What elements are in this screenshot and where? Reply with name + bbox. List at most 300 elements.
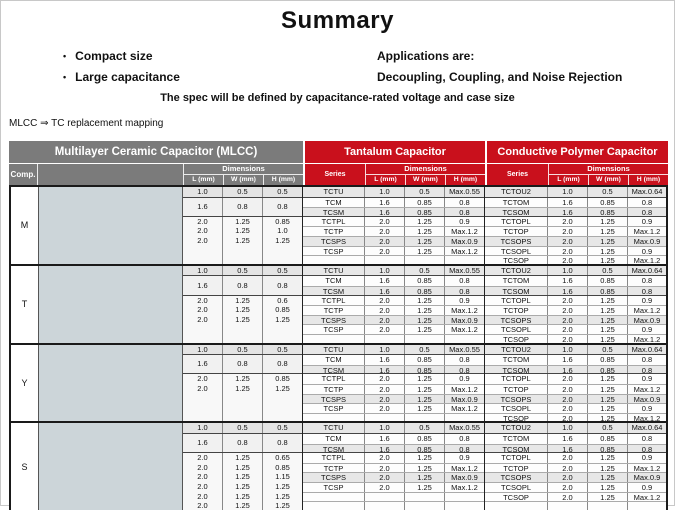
series-cell: TCSPS — [303, 395, 365, 404]
l-cell: 2.0 — [548, 395, 588, 404]
ta-series-row — [303, 345, 484, 355]
h-cell: 0.8 — [641, 433, 653, 443]
applications-heading: Applications are: — [377, 48, 475, 63]
ta-block — [303, 373, 484, 421]
series-cell: TCTOU2 — [485, 345, 548, 355]
l-cell: 1.0 — [365, 187, 405, 197]
applications-text: Decoupling, Coupling, and Noise Rejection — [377, 69, 623, 84]
series-cell: TCSOPS — [485, 316, 548, 325]
series-cell: TCSPS — [303, 473, 365, 482]
cp-series-row — [485, 394, 666, 404]
l-cell: 1.6 — [548, 287, 588, 295]
ta-block — [303, 433, 484, 452]
l-cell: 1.6 — [365, 366, 405, 374]
series-cell: TCTU — [303, 423, 365, 433]
w-cell: 0.85 — [588, 208, 628, 216]
cp-block — [485, 373, 666, 421]
w-cell: 0.5 — [405, 345, 445, 355]
empty-row — [303, 255, 484, 264]
h-cell: Max.1.2 — [451, 325, 478, 334]
dim-value: 0.5 — [237, 265, 248, 275]
l-cell: 2.0 — [365, 404, 405, 413]
h-cell: Max.1.2 — [633, 463, 661, 473]
l-cell: 2.0 — [548, 404, 588, 413]
dim-value: 0.5 — [237, 344, 248, 354]
w-cell — [405, 256, 445, 264]
h-cell: Max.0.64 — [631, 423, 663, 433]
h-mm-header: H (mm) — [445, 175, 485, 185]
h-cell — [445, 256, 484, 264]
mapping-label: MLCC ⇒ TC replacement mapping — [9, 118, 164, 129]
h-cell: Max.1.2 — [451, 384, 478, 394]
series-cell: TCTOPL — [485, 453, 548, 463]
cp-series-row — [485, 384, 666, 394]
mlcc-dim-col — [263, 276, 302, 294]
cp-series-row — [485, 286, 666, 295]
mlcc-dim-col — [223, 198, 263, 216]
w-cell: 1.25 — [588, 464, 628, 473]
cp-series-row — [485, 305, 666, 315]
dimensions-label: Dimensions — [366, 164, 485, 175]
mlcc-dims-block — [183, 345, 302, 355]
page-title: Summary — [281, 7, 394, 34]
l-cell: 2.0 — [548, 217, 588, 227]
dim-value: 0.8 — [237, 359, 248, 369]
comp-column-header: Comp. — [9, 164, 37, 185]
h-cell: Max.1.2 — [451, 227, 478, 236]
ta-series-row — [303, 296, 484, 306]
dim-value: 1.6 — [197, 359, 208, 369]
cp-series-row — [485, 236, 666, 246]
series-cell: TCSP — [303, 325, 365, 334]
series-cell — [303, 256, 365, 264]
dim-value: 1.6 — [197, 438, 208, 448]
dim-value: 1.25 — [235, 472, 250, 482]
w-cell: 0.5 — [405, 187, 445, 197]
cp-block — [485, 295, 666, 343]
bullet-text: Compact size — [75, 48, 153, 63]
l-cell: 2.0 — [548, 227, 588, 236]
ta-series-row — [303, 403, 484, 413]
dim-value: 0.5 — [237, 187, 248, 196]
h-cell: Max.0.55 — [449, 423, 480, 433]
h-cell: 0.8 — [459, 197, 470, 207]
ta-series-row — [303, 246, 484, 256]
dim-value: 0.85 — [275, 462, 290, 472]
l-cell: 2.0 — [548, 237, 588, 246]
cp-series-row — [485, 187, 666, 197]
mlcc-dim-col — [263, 355, 302, 373]
h-cell: Max.0.9 — [633, 236, 661, 246]
series-cell: TCSOM — [485, 208, 548, 216]
polymer-series-header: Series — [485, 164, 548, 185]
ta-series-row — [303, 305, 484, 315]
l-cell — [365, 335, 405, 343]
l-cell: 1.0 — [548, 266, 588, 276]
dim-value: 2.0 — [197, 235, 208, 245]
series-cell: TCSPS — [303, 316, 365, 325]
w-cell: 0.85 — [588, 445, 628, 453]
polymer-series-column — [485, 187, 666, 264]
mlcc-dim-col — [183, 198, 223, 216]
series-cell: TCSOP — [485, 256, 548, 264]
w-cell: 0.85 — [405, 445, 445, 453]
dim-value: 2.0 — [197, 305, 208, 315]
w-cell: 1.25 — [588, 335, 628, 343]
dim-value: 1.25 — [235, 235, 250, 245]
dim-value: 1.6 — [197, 280, 208, 290]
series-cell: TCSOPS — [485, 473, 548, 482]
bullet-icon: • — [63, 71, 67, 82]
ta-series-row — [303, 355, 484, 365]
cp-series-row — [485, 324, 666, 334]
w-cell: 0.5 — [405, 423, 445, 433]
l-cell: 1.0 — [365, 423, 405, 433]
w-cell: 1.25 — [405, 473, 445, 482]
tantalum-series-column — [303, 266, 485, 343]
w-cell: 0.85 — [405, 276, 445, 286]
cp-series-row — [485, 453, 666, 463]
bullet-text: Large capacitance — [75, 69, 180, 84]
series-cell: TCSM — [303, 366, 365, 374]
w-cell: 1.25 — [588, 453, 628, 463]
series-cell: TCSOPL — [485, 404, 548, 413]
l-cell: 1.6 — [365, 355, 405, 365]
h-cell: Max.0.55 — [449, 187, 480, 196]
series-cell: TCTOPL — [485, 217, 548, 227]
dim-value: 1.25 — [235, 314, 250, 324]
mlcc-dim-col — [263, 187, 302, 197]
w-cell: 1.25 — [405, 453, 445, 463]
l-cell: 1.6 — [365, 445, 405, 453]
empty-row — [485, 501, 666, 510]
w-cell: 0.85 — [405, 355, 445, 365]
cp-series-row — [485, 444, 666, 453]
dim-value: 2.0 — [197, 374, 208, 384]
polymer-series-column — [485, 266, 666, 343]
w-cell: 1.25 — [405, 385, 445, 394]
mlcc-dim-col — [183, 296, 223, 343]
mlcc-section-title: Multilayer Ceramic Capacitor (MLCC) — [9, 141, 303, 163]
dim-value: 1.25 — [235, 295, 250, 305]
h-cell: Max.1.2 — [451, 482, 478, 492]
dim-value: 1.25 — [275, 481, 290, 491]
h-cell: Max.1.2 — [633, 334, 661, 343]
w-mm-header: W (mm) — [405, 175, 445, 185]
h-cell: Max.0.64 — [631, 265, 663, 275]
dim-value: 0.8 — [277, 438, 288, 448]
h-cell: Max.0.9 — [451, 315, 478, 325]
dim-value: 0.85 — [275, 216, 290, 226]
ta-series-row — [303, 365, 484, 374]
cp-series-row — [485, 255, 666, 264]
polymer-series-column — [485, 345, 666, 422]
cp-series-row — [485, 482, 666, 492]
h-cell: Max.1.2 — [633, 306, 661, 315]
w-cell: 0.5 — [588, 187, 628, 197]
cp-series-row — [485, 374, 666, 384]
cp-block — [485, 197, 666, 216]
series-cell: TCSOPS — [485, 237, 548, 246]
l-cell: 1.6 — [365, 276, 405, 286]
dimensions-label: Dimensions — [184, 164, 303, 175]
polymer-section-title: Conductive Polymer Capacitor — [485, 141, 668, 163]
w-cell: 1.25 — [588, 404, 628, 413]
w-cell: 0.85 — [588, 198, 628, 208]
l-cell: 2.0 — [548, 306, 588, 315]
l-cell: 2.0 — [548, 483, 588, 492]
h-cell: 0.8 — [459, 355, 470, 365]
l-cell: 1.6 — [548, 434, 588, 444]
l-cell: 1.6 — [365, 287, 405, 295]
cp-series-row — [485, 226, 666, 236]
w-cell: 1.25 — [588, 217, 628, 227]
dim-value: 0.8 — [277, 359, 288, 369]
empty-row — [303, 492, 484, 502]
h-cell: 0.8 — [641, 286, 653, 295]
h-cell: 0.9 — [641, 216, 653, 226]
mlcc-dim-col — [263, 453, 302, 510]
w-cell: 1.25 — [588, 247, 628, 256]
dim-value: 1.0 — [197, 344, 208, 354]
mlcc-dims-block — [183, 187, 302, 197]
series-cell: TCTU — [303, 187, 365, 197]
w-cell: 1.25 — [588, 493, 628, 502]
mlcc-dim-col — [263, 423, 302, 433]
dim-value: 0.5 — [237, 423, 248, 433]
w-cell: 0.85 — [405, 198, 445, 208]
empty-row — [303, 413, 484, 422]
h-cell: Max.0.9 — [633, 394, 661, 404]
w-cell: 0.85 — [405, 366, 445, 374]
mlcc-dim-col — [183, 423, 223, 433]
dim-value: 1.25 — [275, 491, 290, 501]
mlcc-dim-col — [183, 187, 223, 197]
applications-block — [377, 45, 622, 87]
w-cell: 0.85 — [405, 434, 445, 444]
h-cell: 0.8 — [459, 444, 470, 453]
cp-block — [485, 187, 666, 197]
dim-value: 0.8 — [237, 201, 248, 211]
series-cell: TCSM — [303, 287, 365, 295]
mlcc-dims-block — [183, 197, 302, 216]
l-cell: 1.0 — [365, 345, 405, 355]
tantalum-series-header: Series — [303, 164, 365, 185]
l-cell: 2.0 — [365, 325, 405, 334]
mlcc-dim-col — [223, 423, 263, 433]
dim-value: 0.8 — [237, 280, 248, 290]
w-cell: 1.25 — [588, 306, 628, 315]
comp-group-y — [11, 343, 666, 422]
l-cell: 2.0 — [365, 306, 405, 315]
dim-value: 1.25 — [235, 226, 250, 236]
h-cell: Max.0.9 — [633, 473, 661, 482]
l-cell: 2.0 — [548, 316, 588, 325]
chip-image-placeholder — [39, 345, 183, 422]
series-cell: TCTPL — [303, 374, 365, 384]
cp-series-row — [485, 296, 666, 306]
series-cell: TCSPS — [303, 237, 365, 246]
ta-series-row — [303, 482, 484, 492]
h-cell: 0.9 — [641, 295, 653, 305]
cp-series-row — [485, 217, 666, 227]
series-cell: TCM — [303, 434, 365, 444]
mlcc-dims-block — [183, 275, 302, 294]
h-cell: Max.0.9 — [451, 236, 478, 246]
dim-value: 0.8 — [277, 280, 288, 290]
dim-value: 0.5 — [277, 187, 288, 196]
h-cell: 0.8 — [641, 276, 653, 286]
l-cell — [365, 256, 405, 264]
h-mm-header: H (mm) — [628, 175, 668, 185]
h-cell: 0.9 — [641, 325, 653, 334]
dim-value: 1.25 — [235, 374, 250, 384]
h-cell: Max.1.2 — [451, 306, 478, 315]
column-header-row — [9, 163, 668, 185]
l-cell: 1.6 — [365, 208, 405, 216]
dim-value: 2.0 — [197, 453, 208, 463]
series-cell: TCSOPL — [485, 247, 548, 256]
cp-series-row — [485, 266, 666, 276]
table-header — [9, 141, 668, 187]
w-cell: 1.25 — [588, 316, 628, 325]
mlcc-dimensions-header — [183, 164, 303, 185]
l-cell: 2.0 — [365, 473, 405, 482]
w-cell: 0.5 — [588, 266, 628, 276]
series-cell: TCM — [303, 276, 365, 286]
cp-series-row — [485, 198, 666, 208]
l-cell: 1.0 — [548, 423, 588, 433]
mlcc-dim-col — [223, 266, 263, 276]
series-cell: TCTOU2 — [485, 266, 548, 276]
ta-series-row — [303, 198, 484, 208]
h-cell: Max.0.55 — [449, 344, 480, 354]
ta-series-row — [303, 434, 484, 444]
series-cell: TCTOM — [485, 276, 548, 286]
tantalum-dimensions-header — [365, 164, 485, 185]
w-cell: 1.25 — [588, 374, 628, 384]
l-cell: 2.0 — [365, 227, 405, 236]
l-mm-header: L (mm) — [557, 176, 580, 183]
h-cell: Max.0.9 — [451, 473, 478, 482]
mlcc-dim-col — [263, 266, 302, 276]
h-cell: Max.1.2 — [451, 463, 478, 473]
mlcc-dims-block — [183, 354, 302, 373]
dim-value: 1.25 — [275, 235, 290, 245]
h-cell: 0.8 — [641, 197, 653, 207]
l-cell: 2.0 — [548, 453, 588, 463]
w-cell: 0.85 — [405, 208, 445, 216]
comp-label: Y — [11, 345, 39, 422]
mlcc-dim-col — [223, 296, 263, 343]
dim-value: 2.0 — [197, 501, 208, 510]
series-cell: TCSP — [303, 483, 365, 492]
w-cell: 1.25 — [588, 296, 628, 306]
dim-value: 1.25 — [275, 383, 290, 393]
mlcc-dim-col — [263, 217, 302, 264]
ta-block — [303, 295, 484, 343]
l-cell — [365, 414, 405, 422]
cp-series-row — [485, 246, 666, 256]
dim-value: 2.0 — [197, 383, 208, 393]
section-title-row — [9, 141, 668, 163]
h-cell — [445, 493, 484, 502]
dimension-columns — [184, 175, 303, 185]
h-cell: 0.8 — [459, 286, 470, 295]
l-cell: 2.0 — [365, 453, 405, 463]
dim-value: 2.0 — [197, 226, 208, 236]
chip-image-placeholder — [39, 423, 183, 509]
l-cell: 2.0 — [365, 316, 405, 325]
h-cell: 0.8 — [641, 444, 653, 453]
mlcc-dim-col — [223, 187, 263, 197]
ta-series-row — [303, 217, 484, 227]
series-cell: TCSOP — [485, 493, 548, 502]
h-cell: 0.9 — [641, 482, 653, 492]
dim-value: 1.25 — [235, 305, 250, 315]
series-cell: TCTOM — [485, 434, 548, 444]
series-cell — [303, 493, 365, 502]
dim-value: 1.25 — [235, 383, 250, 393]
dim-value: 1.25 — [235, 501, 250, 510]
series-cell: TCSOPS — [485, 395, 548, 404]
ta-series-row — [303, 384, 484, 394]
h-cell — [445, 335, 484, 343]
w-cell: 1.25 — [405, 217, 445, 227]
dim-value: 0.8 — [237, 438, 248, 448]
w-cell: 0.85 — [588, 287, 628, 295]
w-cell: 1.25 — [588, 473, 628, 482]
ta-series-row — [303, 276, 484, 286]
ta-series-row — [303, 207, 484, 216]
l-cell: 1.6 — [548, 208, 588, 216]
ta-series-row — [303, 315, 484, 325]
l-cell: 1.6 — [365, 198, 405, 208]
h-cell: 0.9 — [459, 374, 470, 384]
empty-row — [303, 334, 484, 343]
series-cell: TCTU — [303, 345, 365, 355]
w-cell: 0.85 — [588, 276, 628, 286]
polymer-dimensions-header — [548, 164, 668, 185]
h-cell: 0.9 — [459, 216, 470, 226]
series-cell: TCSOM — [485, 287, 548, 295]
l-cell: 1.6 — [548, 198, 588, 208]
mlcc-dims-block — [183, 423, 302, 433]
ta-block — [303, 275, 484, 294]
cp-series-row — [485, 345, 666, 355]
l-cell: 1.6 — [548, 355, 588, 365]
dim-value: 1.25 — [235, 462, 250, 472]
mlcc-dims-block — [183, 216, 302, 264]
ta-block — [303, 423, 484, 433]
w-cell: 1.25 — [588, 227, 628, 236]
l-cell: 1.6 — [365, 434, 405, 444]
series-cell: TCTOM — [485, 355, 548, 365]
cp-block — [485, 452, 666, 510]
series-cell: TCTOP — [485, 464, 548, 473]
ta-series-row — [303, 236, 484, 246]
dim-value: 2.0 — [197, 295, 208, 305]
dimension-columns — [549, 175, 668, 185]
dim-value: 0.6 — [277, 295, 288, 305]
polymer-series-column — [485, 423, 666, 509]
comp-group-m — [11, 187, 666, 264]
mlcc-dim-col — [183, 453, 223, 510]
w-cell: 1.25 — [405, 227, 445, 236]
dim-value: 1.0 — [197, 265, 208, 275]
w-cell: 1.25 — [588, 414, 628, 422]
mlcc-dim-col — [263, 345, 302, 355]
